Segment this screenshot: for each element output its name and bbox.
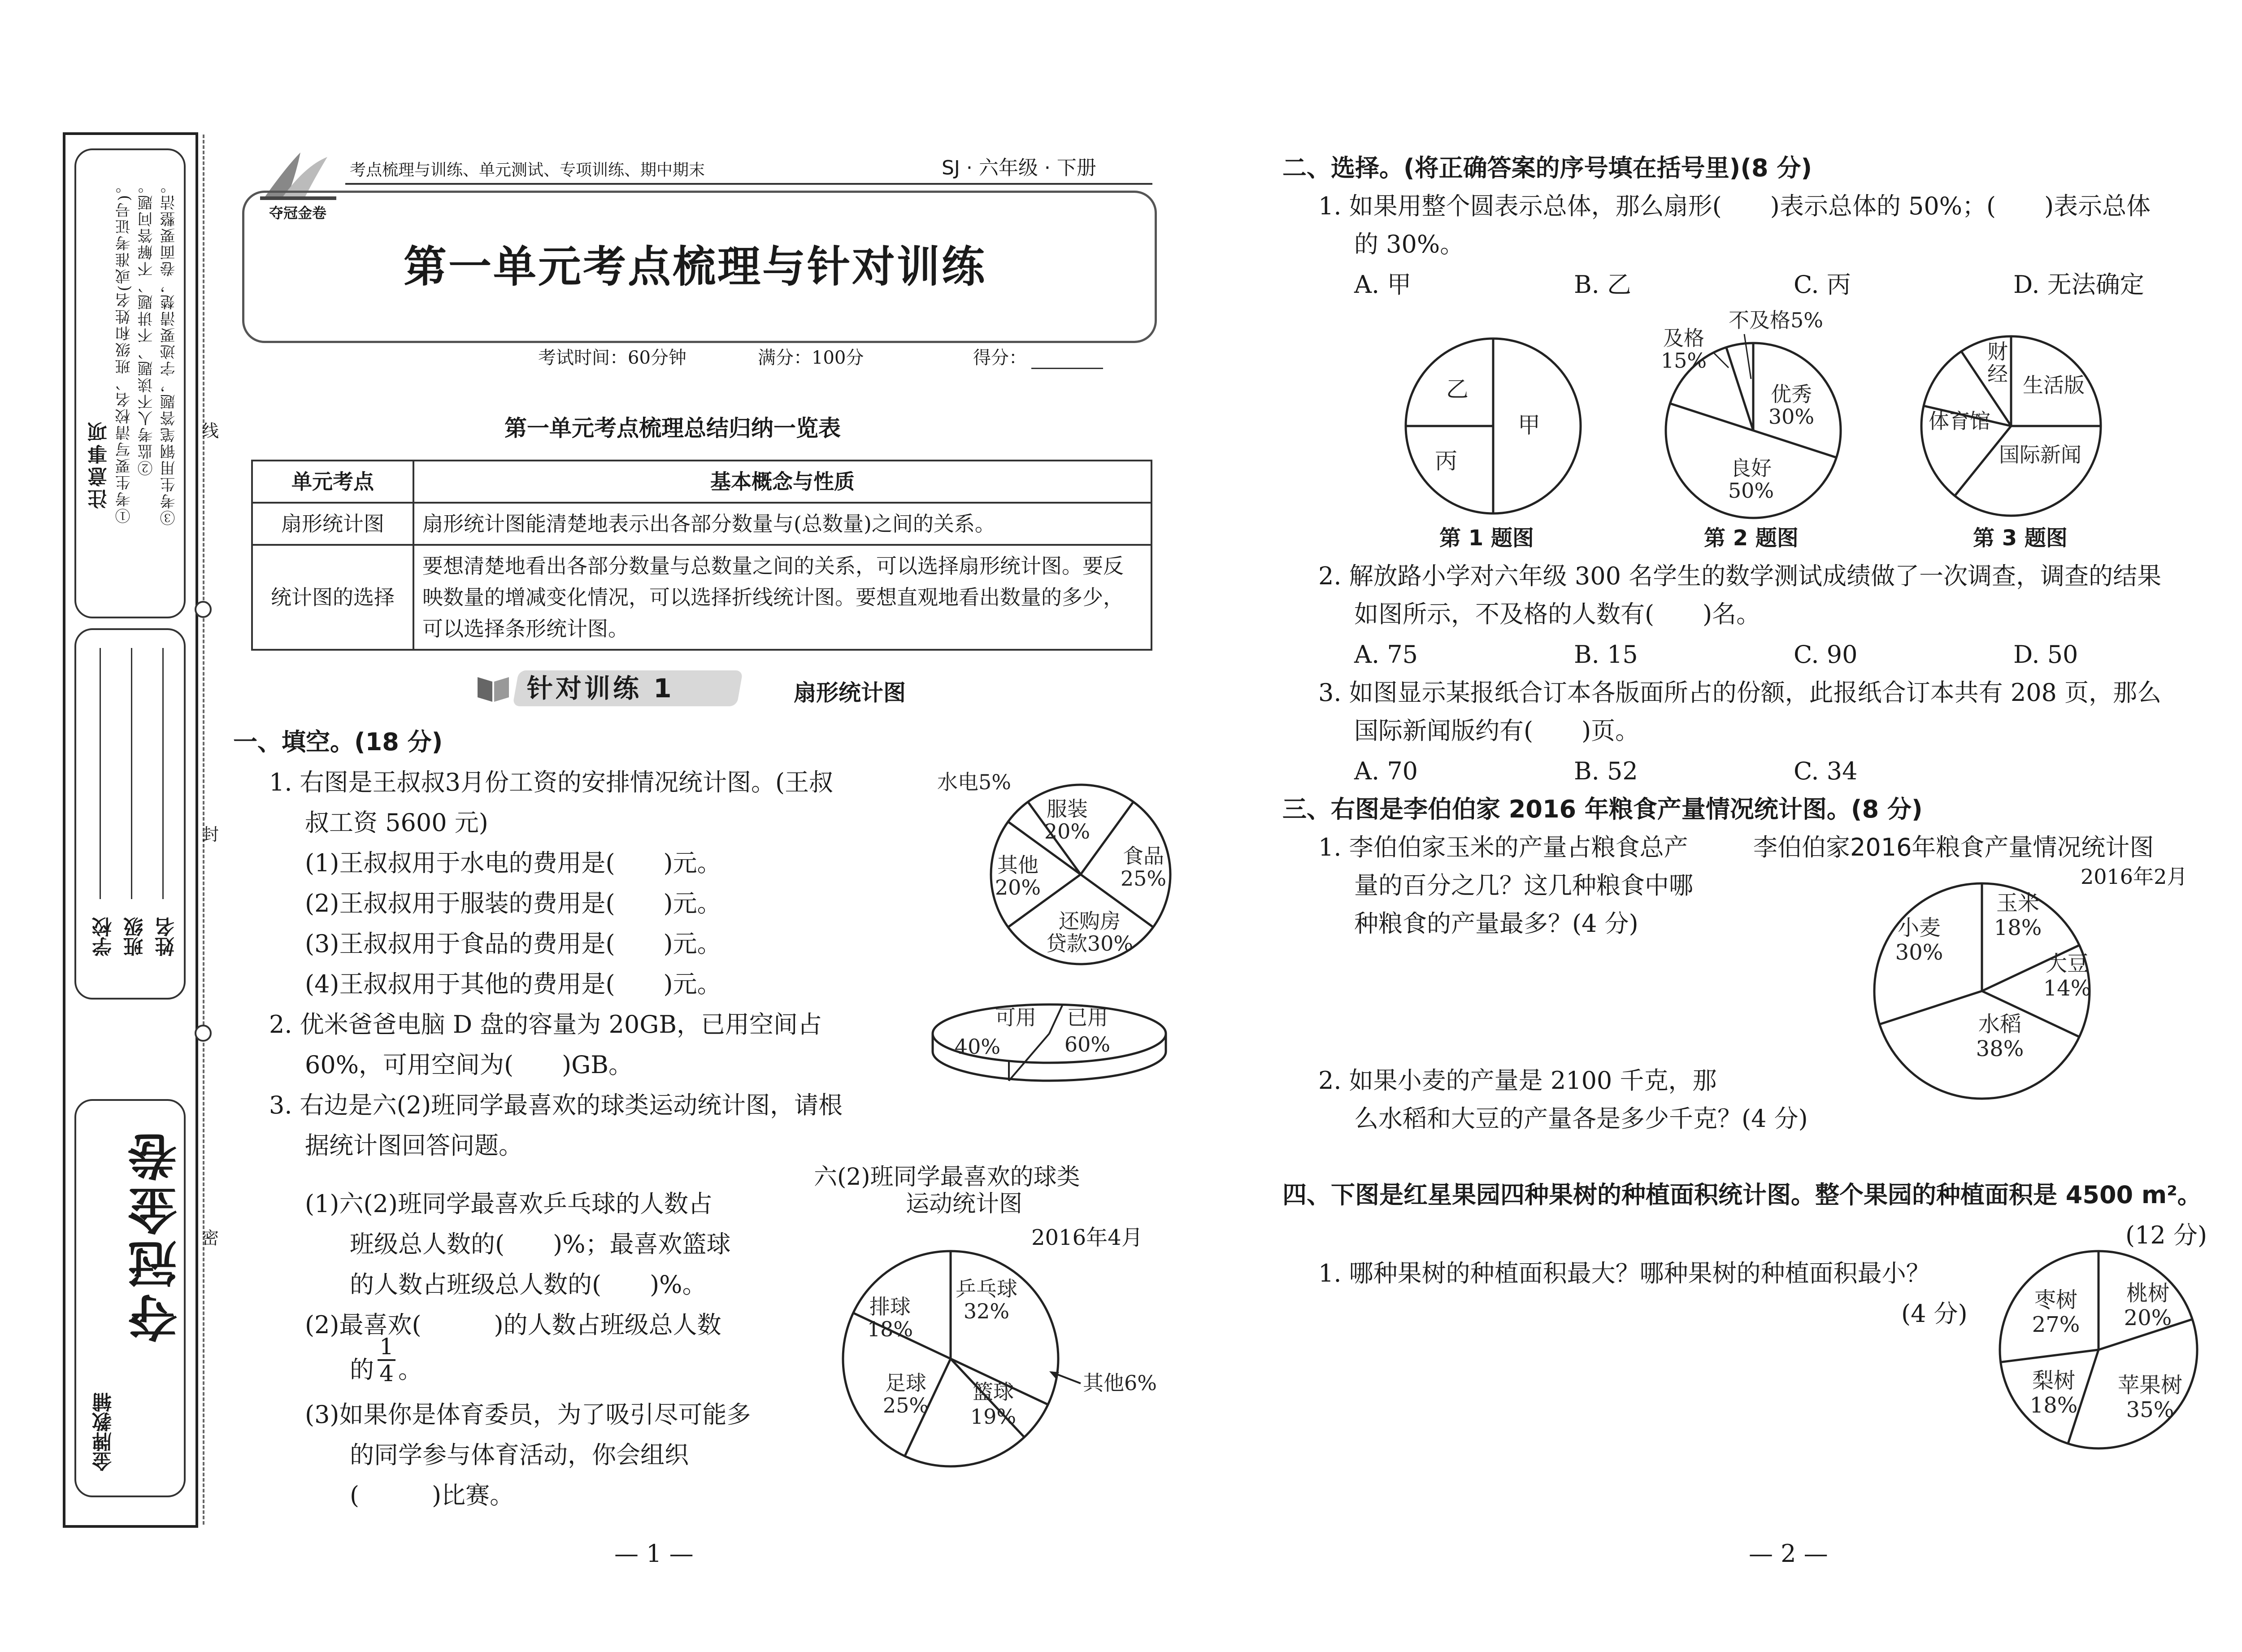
- q2-stem: 2. 优米爸爸电脑 D 盘的容量为 20GB，已用空间占: [269, 1010, 822, 1039]
- pie-slice-divider: [1726, 348, 1753, 430]
- pie-label: 乙: [1446, 376, 1469, 402]
- full-score: 满分：100分: [758, 348, 864, 368]
- pie-label: 其他: [997, 853, 1038, 877]
- fig1-pie-chart: [1399, 332, 1587, 520]
- pie-value: 15%: [1660, 348, 1707, 373]
- q3-sub3-cont: ( )比赛。: [350, 1481, 514, 1509]
- pie-value: 60%: [1064, 1032, 1111, 1056]
- notice-item: ③考生用钢笔答题，字迹要清楚，卷面要整洁。: [160, 177, 178, 526]
- notice-item: ②监考人不读题、不讲题、不解答问题。: [138, 177, 156, 476]
- column-header: 单元考点: [252, 461, 413, 503]
- option-a[interactable]: A. 70: [1354, 757, 1418, 785]
- pie-label: 体育馆: [1929, 409, 1990, 433]
- option-a[interactable]: A. 甲: [1354, 270, 1412, 299]
- exam-time: 考试时间：60分钟: [538, 348, 687, 368]
- pie-value: 18%: [867, 1317, 913, 1341]
- q1-sub-3: (3)王叔叔用于食品的费用是( )元。: [305, 930, 721, 958]
- pie-value: 贷款30%: [1046, 931, 1134, 956]
- notice-title: 注意事项: [88, 419, 111, 509]
- q3-sub2-cont: 的: [350, 1356, 374, 1384]
- page-title: 第一单元考点梳理与针对训练: [404, 242, 986, 292]
- column-header: 基本概念与性质: [413, 461, 1151, 503]
- q1-sub-4: (4)王叔叔用于其他的费用是( )元。: [305, 970, 721, 998]
- q1-sub-1: (1)王叔叔用于水电的费用是( )元。: [305, 849, 721, 877]
- pie-label: 梨树: [2032, 1368, 2076, 1393]
- notice-box: [74, 148, 186, 618]
- topic-cell: 统计图的选择: [252, 545, 413, 650]
- pie-label: 小麦: [1897, 915, 1941, 940]
- brand-vertical: 夺冠金卷: [128, 1128, 185, 1343]
- pie-value: 35%: [2126, 1397, 2174, 1422]
- name-label: 姓名: [155, 917, 178, 956]
- pie-label: 财: [1987, 339, 2008, 364]
- fraction-numerator: 1: [379, 1334, 394, 1360]
- pie-label: 丙: [1435, 448, 1457, 474]
- pie-label: 篮球: [973, 1380, 1014, 1404]
- option-b[interactable]: B. 52: [1574, 757, 1638, 785]
- pie-value: 19%: [970, 1404, 1017, 1429]
- q3-sub3: (3)如果你是体育委员，为了吸引尽可能多: [305, 1400, 751, 1429]
- chart-date: 2016年2月: [2081, 865, 2188, 889]
- brand-box: [74, 1099, 186, 1497]
- pie-label: 生活版: [2023, 373, 2085, 397]
- leader-line: [1713, 352, 1729, 368]
- pie-label: 经: [1987, 362, 2008, 386]
- part4-points: (12 分): [2125, 1221, 2207, 1249]
- pie-label: 不及格5%: [1729, 308, 1823, 332]
- option-b[interactable]: B. 15: [1574, 640, 1638, 669]
- ball-pie-chart: [839, 1247, 1161, 1471]
- pie-label: 水电5%: [937, 770, 1011, 794]
- pie-label: 足球: [885, 1371, 926, 1395]
- pie-value: 27%: [2032, 1312, 2080, 1337]
- pie-label: 可用: [995, 1005, 1036, 1030]
- q1-sub-2: (2)王叔叔用于服装的费用是( )元。: [305, 889, 721, 917]
- wage-pie-chart: [933, 762, 1184, 973]
- pie-value: 30%: [1768, 404, 1815, 429]
- part4-heading: 四、下图是红星果园四种果树的种植面积统计图。整个果园的种植面积是 4500 m²。: [1282, 1181, 2202, 1209]
- cut-mark: 线: [202, 421, 219, 441]
- q1-stem-cont: 叔工资 5600 元): [305, 809, 488, 837]
- pie-slice-divider: [1670, 404, 1753, 430]
- class-blank[interactable]: [131, 648, 132, 899]
- student-info-box: [74, 628, 186, 1000]
- p3-q1-cont: 量的百分之几？这几种粮食中哪: [1354, 871, 1693, 900]
- disk-pie-chart: [928, 1002, 1170, 1092]
- p4-q1: 1. 哪种果树的种植面积最大？哪种果树的种植面积最小？: [1318, 1259, 1930, 1287]
- pie-value: 18%: [1994, 915, 2042, 940]
- part1-heading: 一、填空。(18 分): [233, 728, 443, 756]
- score-blank[interactable]: [1031, 368, 1103, 369]
- notice-item: ①考生要写清校名、班级和姓名(或准考证号)。: [115, 177, 133, 524]
- school-blank[interactable]: [100, 648, 101, 899]
- pie-value: 20%: [1044, 819, 1091, 843]
- chart-date: 2016年4月: [1031, 1225, 1143, 1250]
- p3-q1: 1. 李伯伯家玉米的产量占粮食总产: [1318, 833, 1688, 861]
- pie-value: 18%: [2029, 1393, 2078, 1418]
- part2-heading: 二、选择。(将正确答案的序号填在括号里)(8 分): [1282, 154, 1812, 182]
- option-d[interactable]: D. 50: [2013, 640, 2078, 669]
- pie-label: 服装: [1047, 797, 1088, 821]
- fig-caption: 第 2 题图: [1704, 526, 1799, 551]
- pie-slice-divider: [1880, 991, 1982, 1024]
- hole-marker: [195, 601, 212, 618]
- summary-title: 第一单元考点梳理总结归纳一览表: [504, 415, 841, 441]
- score-label: 得分：: [973, 348, 1027, 368]
- pie-label: 排球: [869, 1295, 911, 1319]
- pie-label: 食品: [1123, 844, 1164, 868]
- brand-small: 夺冠金卷: [269, 204, 327, 222]
- chart-title: 六(2)班同学最喜欢的球类: [814, 1164, 1080, 1191]
- pie-label: 还购房: [1059, 909, 1121, 933]
- p2-q3: 3. 如图显示某报纸合订本各版面所占的份额，此报纸合订本共有 208 页，那么: [1318, 678, 2162, 707]
- option-c[interactable]: C. 34: [1794, 757, 1858, 785]
- pie-value: 30%: [1895, 940, 1943, 965]
- fig-caption: 第 1 题图: [1439, 526, 1534, 551]
- p2-q3-cont: 国际新闻版约有( )页。: [1354, 717, 1640, 745]
- fig3-pie-chart: [1910, 314, 2107, 520]
- q2-stem-cont: 60%，可用空间为( )GB。: [305, 1051, 633, 1079]
- p2-q1-cont: 的 30%。: [1354, 230, 1464, 258]
- pie-label: 及格: [1663, 326, 1704, 350]
- pie-label: 大豆: [2045, 951, 2089, 976]
- pie-label: 玉米: [1996, 891, 2040, 916]
- hole-marker: [195, 1025, 212, 1042]
- pie-label: 枣树: [2034, 1287, 2078, 1313]
- desc-cell: 要想清楚地看出各部分数量与总数量之间的关系，可以选择扇形统计图。要反映数量的增减变化情况，可以选择折线统计图。要想直观地看出数量的多少，可以选择条形统计图。: [413, 545, 1151, 650]
- chart-title: 李伯伯家2016年粮食产量情况统计图: [1753, 833, 2154, 861]
- p3-q1-cont: 种粮食的产量最多？(4 分): [1354, 909, 1638, 938]
- page-number-1: — 1 —: [614, 1539, 694, 1568]
- grade-label: SJ · 六年级 · 下册: [942, 157, 1096, 179]
- publisher-logo: 金牌教辅: [92, 1392, 115, 1471]
- q3-stem: 3. 右边是六(2)班同学最喜欢的球类运动统计图，请根: [269, 1091, 843, 1119]
- q1-stem: 1. 右图是王叔叔3月份工资的安排情况统计图。(王叔: [269, 768, 834, 796]
- leader-line: [1744, 334, 1751, 379]
- training-badge: 针对训练 1: [527, 673, 674, 704]
- fraction: [378, 1334, 395, 1386]
- fraction-denominator: 4: [378, 1359, 395, 1386]
- summary-table: [251, 460, 1152, 651]
- p3-q2: 2. 如果小麦的产量是 2100 千克，那: [1318, 1066, 1717, 1095]
- pie-label: 桃树: [2126, 1281, 2170, 1306]
- table-row: [252, 545, 1151, 650]
- pie-label: 水稻: [1978, 1012, 2022, 1037]
- cut-mark: 封: [202, 825, 219, 844]
- option-a[interactable]: A. 75: [1354, 640, 1418, 669]
- q3-stem-cont: 据统计图回答问题。: [305, 1131, 523, 1160]
- q3-sub2: (2)最喜欢( )的人数占班级总人数: [305, 1311, 721, 1339]
- orchard-pie-chart: [1995, 1247, 2202, 1453]
- p4-q1-points: (4 分): [1901, 1300, 1968, 1328]
- p3-q2-cont: 么水稻和大豆的产量各是多少千克？(4 分): [1354, 1104, 1808, 1133]
- option-c[interactable]: C. 丙: [1794, 270, 1851, 299]
- option-d[interactable]: D. 无法确定: [2013, 270, 2144, 299]
- pie-value: 50%: [1728, 478, 1774, 503]
- pie-label: 国际新闻: [1999, 443, 2081, 467]
- pie-value: 20%: [2124, 1305, 2172, 1330]
- grain-pie-chart: [1865, 879, 2099, 1103]
- option-b[interactable]: B. 乙: [1574, 270, 1632, 299]
- series-tagline: 考点梳理与训练、单元测试、专项训练、期中期末: [350, 161, 705, 179]
- fig2-pie-chart: [1641, 300, 1892, 520]
- fig-caption: 第 3 题图: [1973, 526, 2068, 551]
- q3-sub1: (1)六(2)班同学最喜欢乒乓球的人数占: [305, 1190, 713, 1218]
- pie-value: 14%: [2043, 976, 2091, 1001]
- pie-label: 乒乓球: [956, 1277, 1017, 1301]
- school-label: 学校: [92, 917, 115, 956]
- q3-sub3-cont: 的同学参与体育活动，你会组织: [350, 1441, 689, 1469]
- binding-strip: [63, 132, 198, 1528]
- topic-cell: 扇形统计图: [252, 503, 413, 545]
- pie-label: 甲: [1518, 412, 1540, 438]
- cut-mark: 密: [202, 1228, 219, 1248]
- pie-label: 其他6%: [1083, 1371, 1157, 1395]
- page-number-2: — 2 —: [1749, 1539, 1828, 1568]
- p2-q2: 2. 解放路小学对六年级 300 名学生的数学测试成绩做了一次调查，调查的结果: [1318, 562, 2162, 590]
- pie-value: 32%: [963, 1299, 1010, 1323]
- q3-sub1-cont: 的人数占班级总人数的( )%。: [350, 1270, 707, 1299]
- table-row: [252, 503, 1151, 545]
- pie-slice-divider: [2001, 1350, 2099, 1362]
- class-label: 班级: [124, 917, 147, 956]
- q3-sub1-cont: 班级总人数的( )%；最喜欢篮球: [350, 1230, 731, 1258]
- pie-label: 良好: [1730, 456, 1772, 480]
- q3-sub2-end: 。: [398, 1356, 422, 1384]
- pie-value: 25%: [882, 1393, 929, 1417]
- part3-heading: 三、右图是李伯伯家 2016 年粮食产量情况统计图。(8 分): [1282, 795, 1923, 823]
- pie-value: 40%: [954, 1035, 1001, 1059]
- pie-label: 已用: [1067, 1005, 1108, 1030]
- p2-q2-cont: 如图所示，不及格的人数有( )名。: [1354, 600, 1761, 628]
- pie-label: 苹果树: [2117, 1373, 2183, 1398]
- option-c[interactable]: C. 90: [1794, 640, 1858, 669]
- book-icon: [475, 668, 511, 704]
- name-blank[interactable]: [162, 648, 164, 899]
- training-topic: 扇形统计图: [794, 680, 906, 706]
- pie-slice-divider: [1753, 430, 1836, 457]
- chart-title-cont: 运动统计图: [906, 1191, 1023, 1217]
- pie-label: 优秀: [1771, 382, 1812, 406]
- pie-value: 20%: [995, 875, 1041, 900]
- p2-q1: 1. 如果用整个圆表示总体，那么扇形( )表示总体的 50%；( )表示总体: [1318, 192, 2151, 220]
- pie-value: 25%: [1120, 866, 1167, 891]
- desc-cell: 扇形统计图能清楚地表示出各部分数量与(总数量)之间的关系。: [413, 503, 1151, 545]
- pie-label: [1047, 797, 1088, 821]
- header-rule: [345, 183, 1152, 185]
- pie-value: 38%: [1976, 1036, 2024, 1061]
- table-header-row: [252, 461, 1151, 503]
